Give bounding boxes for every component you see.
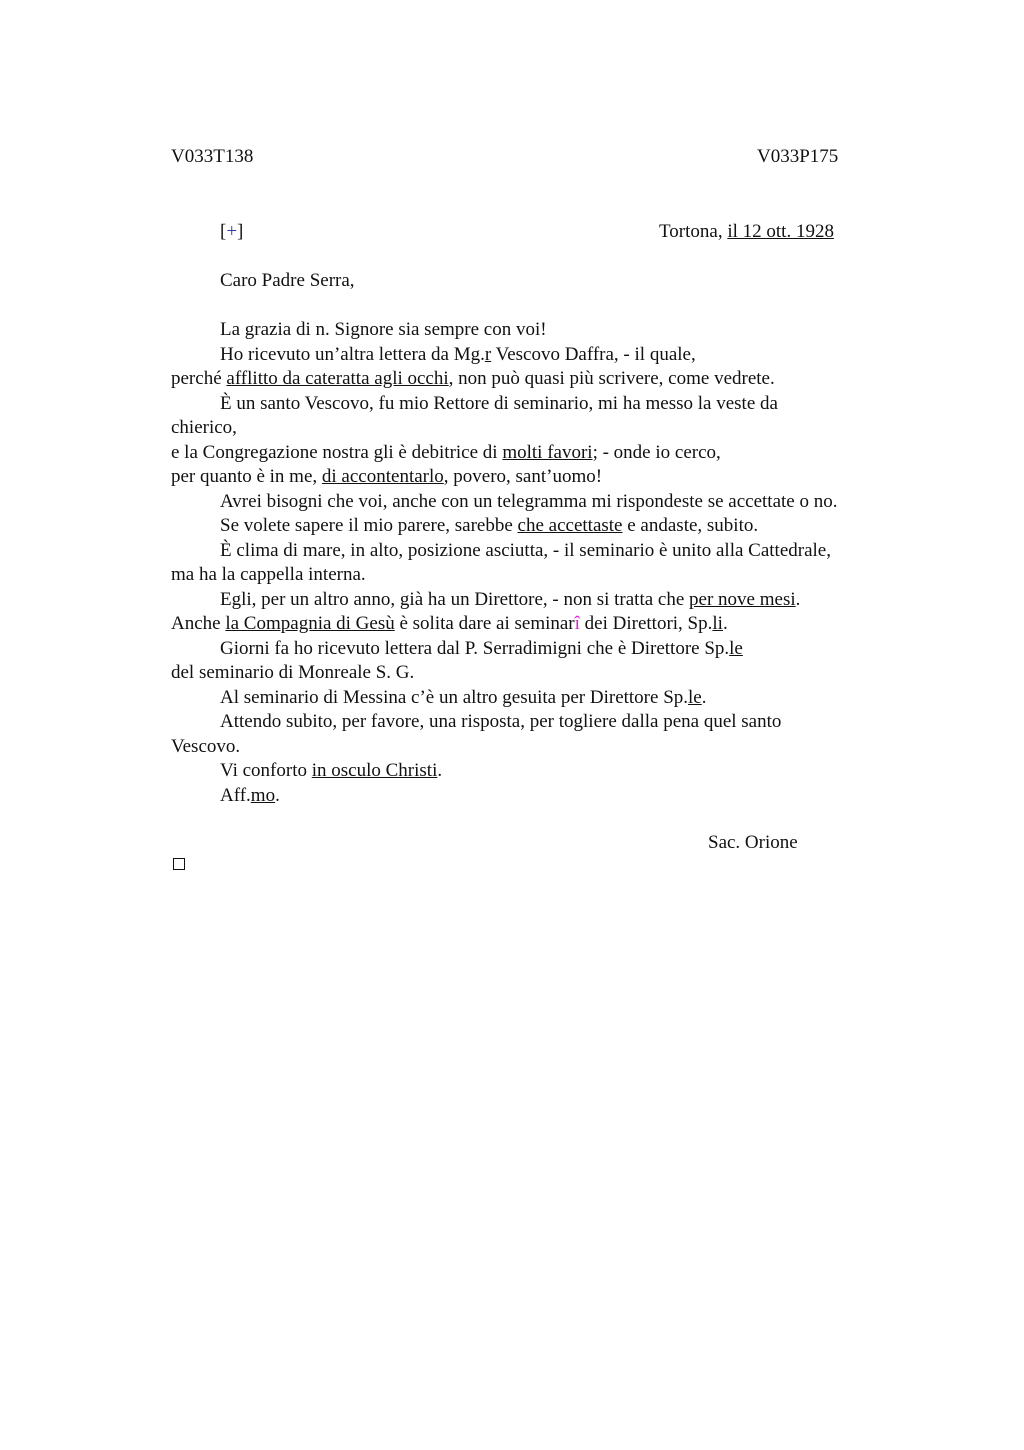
text-span: . [722,613,728,634]
letter-line [171,612,911,637]
text-span: Aff. [220,784,251,806]
underlined-text: in osculo Christi [311,760,438,781]
text-span: Anche [171,613,226,634]
cross-heading [220,221,243,243]
letter-line [171,343,911,368]
text-span: La grazia di n. Signore sia sempre con voi! [220,319,547,340]
underlined-text: che accettaste [517,515,623,536]
text-span: dei Direttori, Sp. [579,613,713,634]
salutation: Caro Padre Serra, [220,270,355,291]
letter-line [171,539,911,564]
text-span: , non può quasi più scrivere, come vedrete. [448,368,775,389]
underlined-text: le [729,637,743,659]
text-span: Giorni fa ho ricevuto lettera dal P. Serradimigni che è Direttore Sp. [220,637,730,659]
letter-line [171,514,911,539]
cross-close-bracket: ] [237,221,244,242]
place-date [659,221,834,243]
underlined-text: li [712,613,723,634]
text-span: del seminario di Monreale S. G. [171,662,415,683]
text-span: È un santo Vescovo, fu mio Rettore di seminario, mi ha messo la veste da [220,392,778,414]
text-span: , povero, sant’uomo! [443,466,603,487]
signature: Sac. Orione [708,832,798,853]
letter-line [171,465,911,490]
letter-line [171,637,911,662]
letter-date: il 12 ott. 1928 [727,221,834,242]
text-span: Vescovo. [171,735,241,757]
underlined-text: le [688,686,702,708]
letter-line [171,441,911,466]
letter-line [171,392,911,417]
letter-line [171,661,911,686]
text-span: è solita dare ai seminar [394,613,575,634]
text-span: Egli, per un altro anno, già ha un Direttore, - non si tratta che [220,588,690,610]
text-span: ma ha la cappella interna. [171,564,366,585]
letter-line [171,563,911,588]
document-code-left: V033T138 [171,146,254,167]
text-span: per quanto è in me, [171,466,322,487]
letter-line [171,367,911,392]
text-span: e andaste, subito. [622,515,759,536]
underlined-text: afflitto da cateratta agli occhi [226,368,449,389]
text-span: Al seminario di Messina c’è un altro gesuita per Direttore Sp. [220,686,689,708]
underlined-text: mo [250,784,276,806]
letter-body [171,318,911,808]
text-span: È clima di mare, in alto, posizione asciutta, - il seminario è unito alla Cattedrale, [220,539,831,561]
letter-line [171,490,911,515]
highlighted-char: î [574,613,580,634]
underlined-text: r [484,343,492,365]
text-span: . [795,588,801,610]
place-name: Tortona, [659,221,728,242]
text-span: Avrei bisogni che voi, anche con un telegramma mi rispondeste se accettate o no. [220,490,838,512]
letter-line [171,416,911,441]
underlined-text: per nove mesi [689,588,796,610]
letter-line [171,686,911,711]
text-span: chierico, [171,417,237,438]
letter-line [171,710,911,735]
text-span: perché [171,368,227,389]
letter-line [171,784,911,809]
underlined-text: la Compagnia di Gesù [225,613,395,634]
letter-line [171,759,911,784]
text-span: Vescovo Daffra, - il quale, [491,343,696,365]
text-span: Se volete sapere il mio parere, sarebbe [220,515,518,536]
document-code-right: V033P175 [757,146,839,167]
letter-line [171,735,911,760]
text-span: . [437,760,443,781]
underlined-text: molti favori [502,441,593,463]
text-span: e la Congregazione nostra gli è debitrice di [171,441,503,463]
text-span: ; - onde io cerco, [592,441,721,463]
letter-line [171,318,911,343]
text-span: Vi conforto [220,760,312,781]
text-span: . [275,784,280,806]
text-span: Ho ricevuto un’altra lettera da Mg. [220,343,485,365]
cross-icon: + [226,221,238,242]
text-span: Attendo subito, per favore, una risposta, per togliere dalla pena quel santo [220,711,782,732]
cross-open-bracket: [ [220,221,227,242]
letter-line [171,588,911,613]
end-of-document-box-icon [173,858,185,870]
text-span: . [701,686,707,708]
underlined-text: di accontentarlo [321,466,444,487]
